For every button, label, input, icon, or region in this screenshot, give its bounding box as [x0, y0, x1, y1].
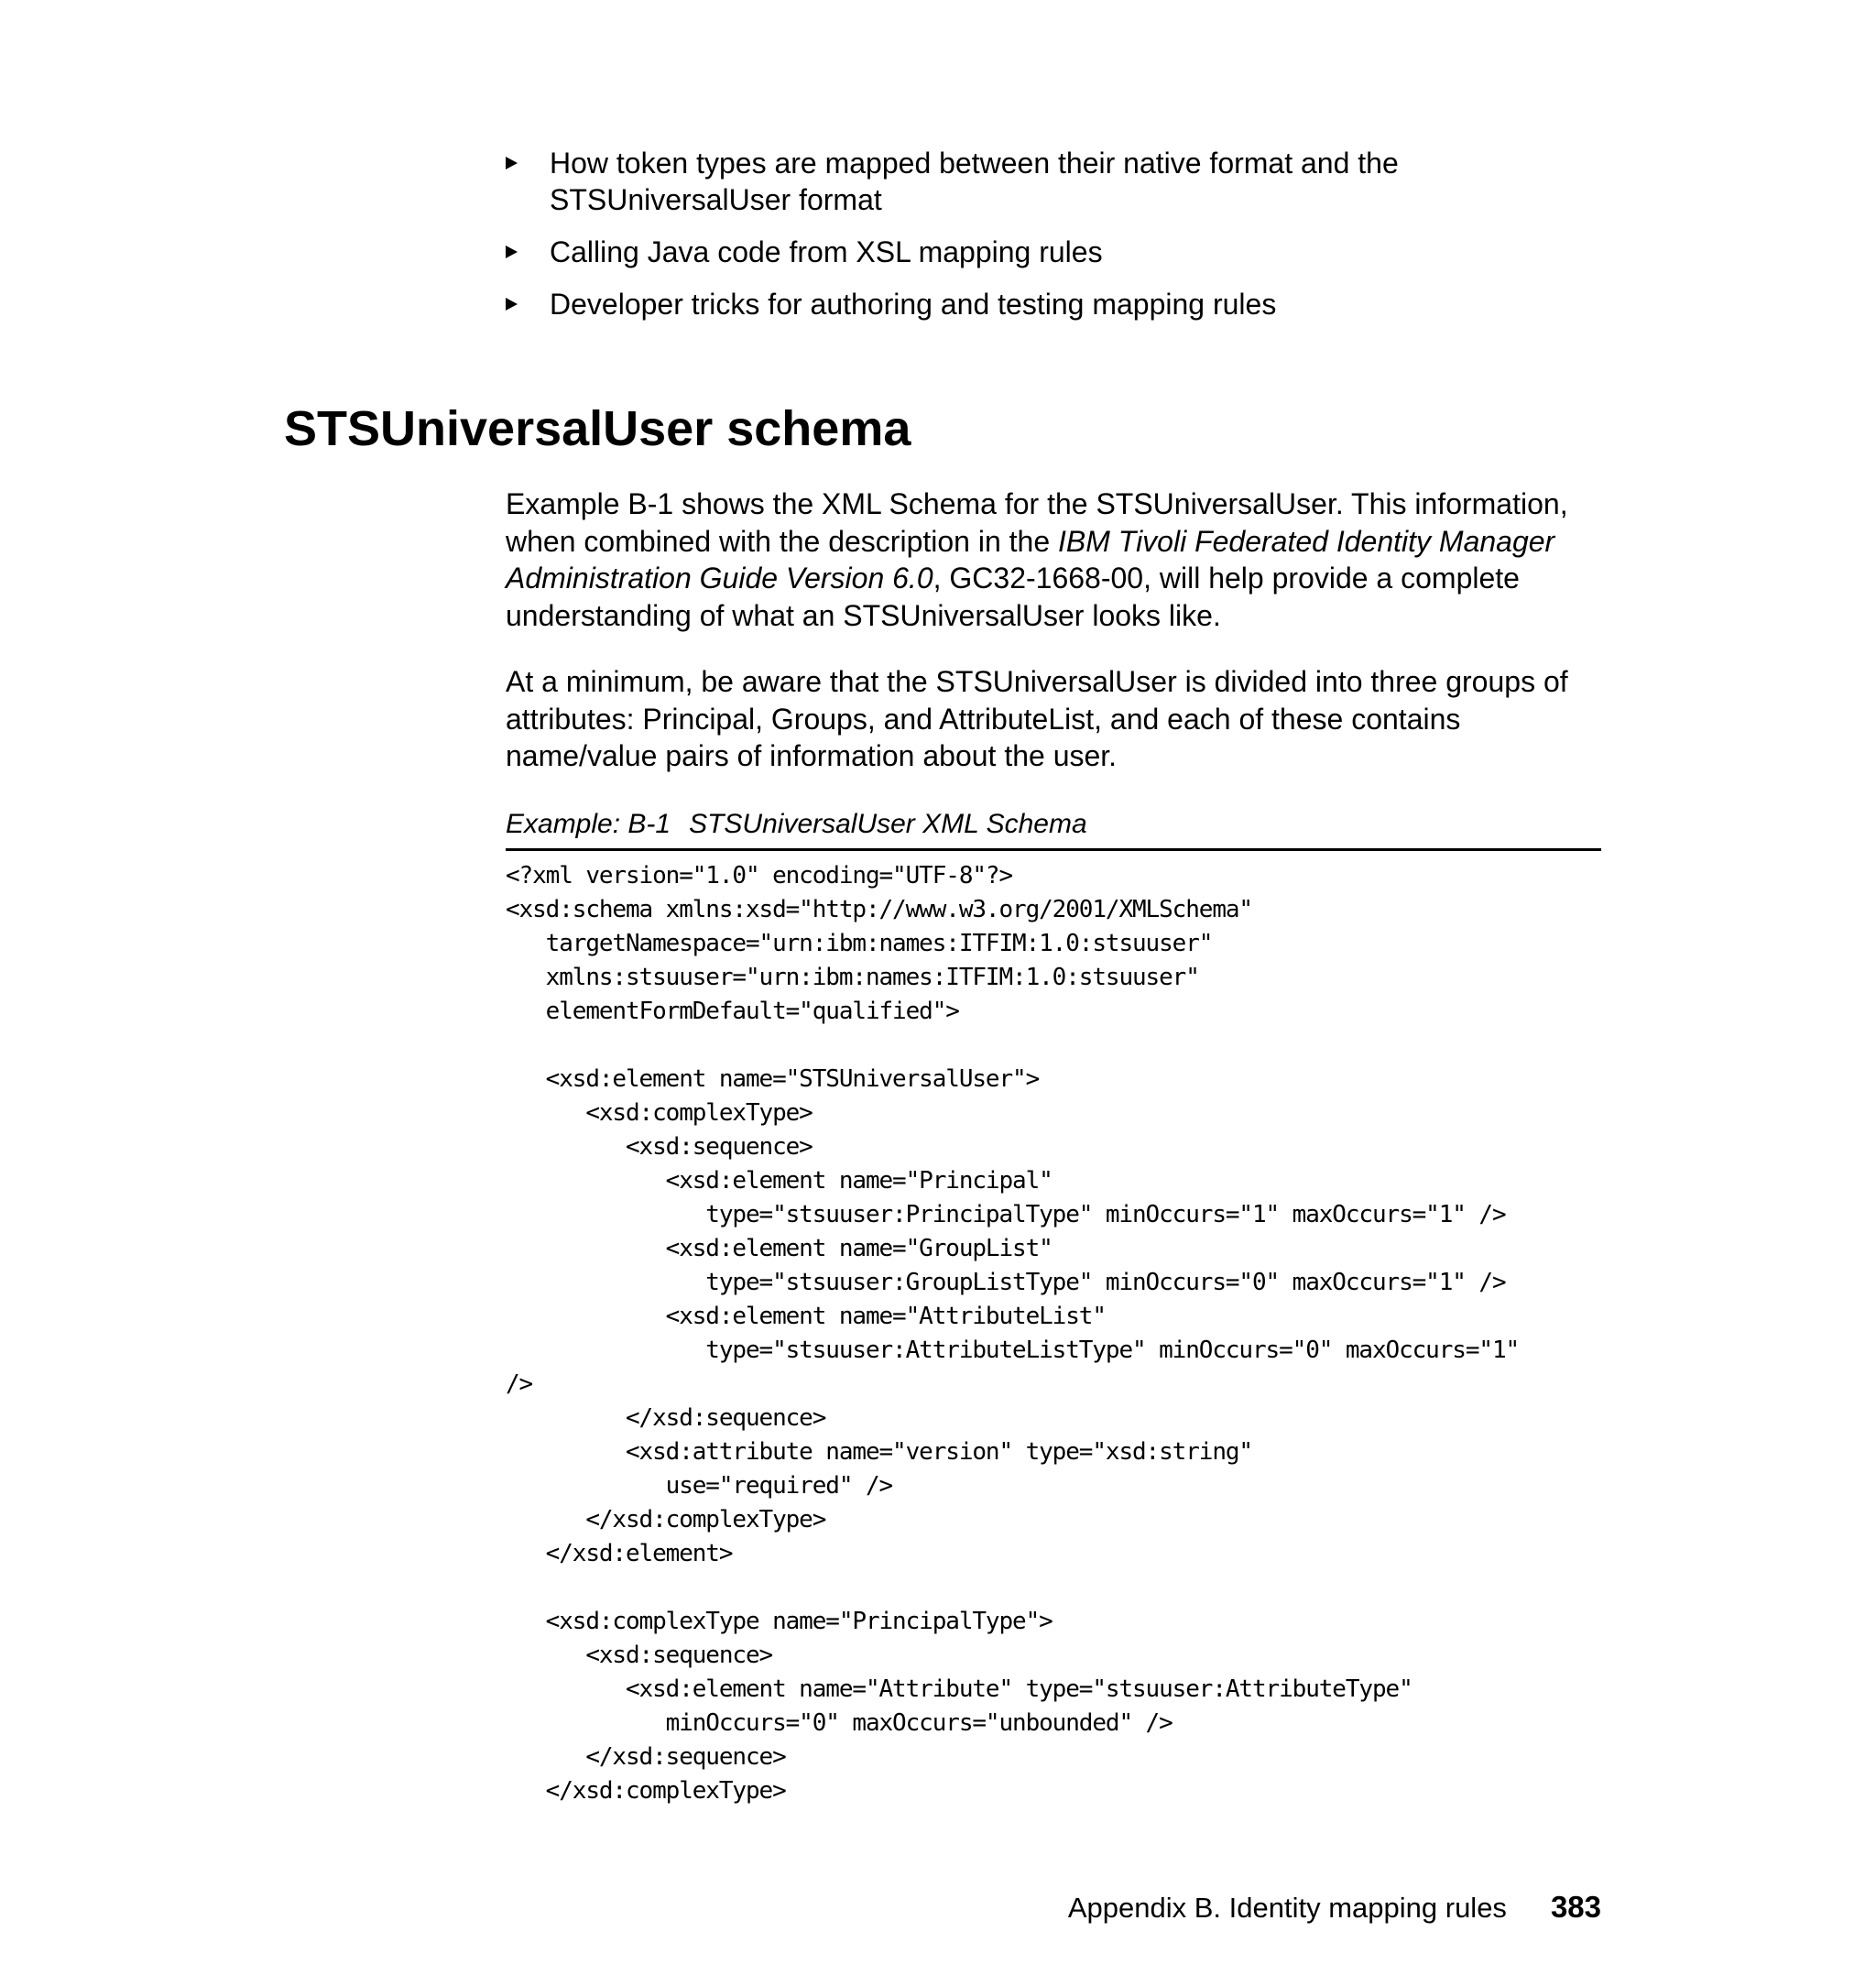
code-line: <xsd:sequence> — [506, 1133, 813, 1161]
code-line: xmlns:stsuuser="urn:ibm:names:ITFIM:1.0:stsuuser" — [506, 964, 1199, 991]
code-line: <?xml version="1.0" encoding="UTF-8"?> — [506, 862, 1013, 889]
paragraph-text: , GC32-1668-00, will help provide a complete understanding of what an STSUniversalUser looks like. — [506, 562, 1520, 632]
code-line: </xsd:complexType> — [506, 1777, 786, 1805]
code-line: <xsd:element name="Principal" — [506, 1167, 1053, 1195]
bullet-item — [506, 145, 1605, 218]
code-line — [506, 1571, 1623, 1605]
code-line: type="stsuuser:AttributeListType" minOccurs="0" maxOccurs="1" — [506, 1337, 1520, 1364]
code-line: minOccurs="0" maxOccurs="unbounded" /> — [506, 1709, 1172, 1737]
code-line: <xsd:element name="STSUniversalUser"> — [506, 1065, 1040, 1093]
triangle-bullet-icon — [506, 246, 518, 258]
code-line: <xsd:schema xmlns:xsd="http://www.w3.org/2001/XMLSchema" — [506, 896, 1252, 923]
code-line: <xsd:complexType name="PrincipalType"> — [506, 1608, 1053, 1635]
code-line: </xsd:element> — [506, 1540, 733, 1567]
example-caption — [506, 806, 1601, 851]
bullet-text: Developer tricks for authoring and testing mapping rules — [550, 288, 1277, 321]
page-footer — [1068, 1889, 1601, 1926]
intro-paragraph — [506, 486, 1605, 634]
section-title: STSUniversalUser schema — [284, 401, 911, 456]
book-title-reference: IBM Tivoli Federated Identity Manager Administration Guide Version 6.0 — [506, 524, 1555, 595]
code-line: <xsd:element name="GroupList" — [506, 1235, 1053, 1262]
code-line: type="stsuuser:GroupListType" minOccurs="0" maxOccurs="1" /> — [506, 1269, 1506, 1296]
code-line: targetNamespace="urn:ibm:names:ITFIM:1.0:stsuuser" — [506, 930, 1213, 957]
example-title: STSUniversalUser XML Schema — [689, 809, 1087, 839]
code-line: </xsd:sequence> — [506, 1743, 786, 1771]
bullet-list — [506, 145, 1605, 338]
example-label: Example: B-1 — [506, 809, 671, 839]
attributes-paragraph: At a minimum, be aware that the STSUniversalUser is divided into three groups of attributes: Principal, Groups, and AttributeList, and each of these contains name/value pairs of information about the user. — [506, 665, 1568, 772]
code-line — [506, 1029, 1623, 1063]
bullet-item — [506, 286, 1605, 322]
footer-chapter-title: Appendix B. Identity mapping rules — [1067, 1892, 1507, 1924]
code-line: </xsd:complexType> — [506, 1506, 826, 1533]
bullet-item — [506, 234, 1605, 270]
code-line: elementFormDefault="qualified"> — [506, 998, 959, 1025]
code-line: <xsd:sequence> — [506, 1642, 773, 1669]
code-line: type="stsuuser:PrincipalType" minOccurs="1" maxOccurs="1" /> — [506, 1201, 1506, 1228]
bullet-text: How token types are mapped between their native format and the STSUniversalUser format — [550, 147, 1399, 216]
code-line: <xsd:complexType> — [506, 1099, 813, 1127]
code-block — [506, 859, 1623, 1808]
code-line: <xsd:element name="Attribute" type="stsuuser:AttributeType" — [506, 1675, 1412, 1703]
code-line: <xsd:attribute name="version" type="xsd:string" — [506, 1438, 1252, 1466]
bullet-text: Calling Java code from XSL mapping rules — [550, 235, 1103, 268]
triangle-bullet-icon — [506, 298, 518, 311]
code-line: /> — [506, 1370, 533, 1398]
triangle-bullet-icon — [506, 157, 518, 169]
code-line: <xsd:element name="AttributeList" — [506, 1303, 1106, 1330]
code-line: </xsd:sequence> — [506, 1404, 826, 1432]
page-number: 383 — [1550, 1890, 1601, 1924]
code-line: use="required" /> — [506, 1472, 893, 1500]
paragraph-text: Example B-1 shows the XML Schema for the STSUniversalUser. This information, when combined with the description in the — [506, 487, 1568, 558]
